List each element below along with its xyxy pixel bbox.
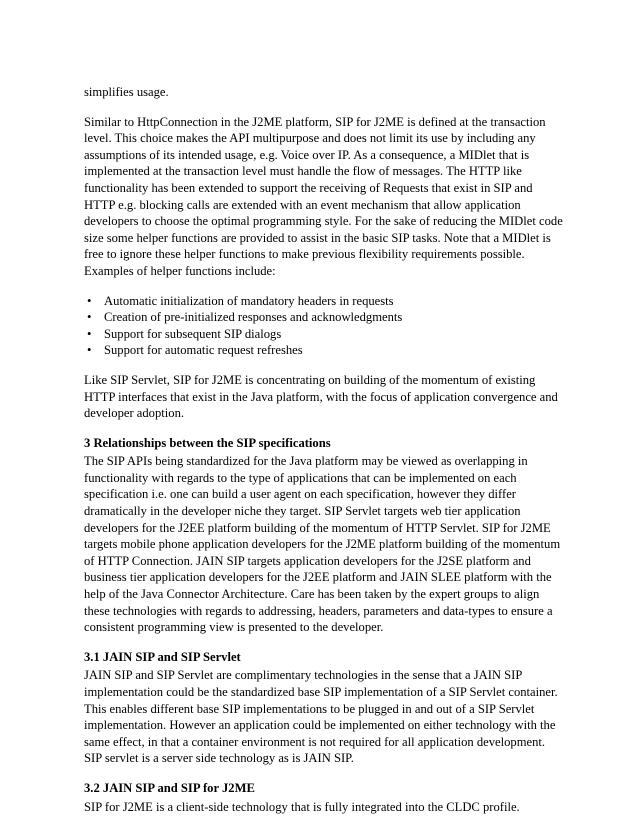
bullet-icon: • <box>87 310 92 325</box>
helper-functions-list <box>84 293 564 359</box>
list-item <box>84 342 564 359</box>
list-item-text: Support for automatic request refreshes <box>104 343 303 358</box>
paragraph-sip-servlet-comparison: Like SIP Servlet, SIP for J2ME is concentrating on building of the momentum of existing HTTP interfaces that exist in the Java platform, with the focus of application convergence and developer adoption. <box>84 372 558 421</box>
section-heading-3-1: 3.1 JAIN SIP and SIP Servlet <box>84 649 241 664</box>
list-item-text: Support for subsequent SIP dialogs <box>104 326 282 341</box>
section-heading-3: 3 Relationships between the SIP specifications <box>84 435 331 450</box>
bullet-icon: • <box>87 326 92 341</box>
paragraph-jain-sip-j2me: SIP for J2ME is a client-side technology that is fully integrated into the CLDC profile. <box>84 799 520 814</box>
list-item <box>84 293 564 310</box>
list-item-text: Creation of pre-initialized responses and acknowledgments <box>104 310 403 325</box>
paragraph-jain-sip-servlet: JAIN SIP and SIP Servlet are complimentary technologies in the sense that a JAIN SIP implementation could be the standardized base SIP implementation of a SIP Servlet container. This enables different base SIP implementations to be plugged in and out of a SIP Servlet implementation. However an application could be implemented on either technology with the same effect, in that a container environment is not required for all application development. SIP servlet is a server side technology as is JAIN SIP. <box>84 668 558 766</box>
bullet-icon: • <box>87 293 92 308</box>
list-item-text: Automatic initialization of mandatory headers in requests <box>104 293 394 308</box>
section-heading-3-2: 3.2 JAIN SIP and SIP for J2ME <box>84 780 255 795</box>
bullet-icon: • <box>87 343 92 358</box>
list-item <box>84 326 564 343</box>
document-page <box>84 84 564 828</box>
paragraph-sip-j2me-transaction-level: Similar to HttpConnection in the J2ME platform, SIP for J2ME is defined at the transaction level. This choice makes the API multipurpose and does not limit its use by including any assumptions of its intended usage, e.g. Voice over IP. As a consequence, a MIDlet that is implemented at the transaction level must handle the flow of messages. The HTTP like functionality has been extended to support the receiving of Requests that exist in SIP and HTTP e.g. blocking calls are extended with an event mechanism that allow application developers to choose the optimal programming style. For the sake of reducing the MIDlet code size some helper functions are provided to assist in the basic SIP tasks. Note that a MIDlet is free to ignore these helper functions to make previous flexibility requirements possible. Examples of helper functions include: <box>84 114 563 278</box>
paragraph-continuation: simplifies usage. <box>84 85 169 99</box>
list-item <box>84 309 564 326</box>
paragraph-relationships: The SIP APIs being standardized for the Java platform may be viewed as overlapping in functionality with regards to the type of applications that can be implemented on each specification i.e. one can build a user agent on each specification, however they differ dramatically in the developer niche they target. SIP Servlet targets web tier application developers for the J2EE platform building of the momentum of HTTP Servlet. SIP for J2ME targets mobile phone application developers for the J2ME platform building of the momentum of HTTP Connection. JAIN SIP targets application developers for the J2SE platform and business tier application developers for the J2EE platform and JAIN SLEE platform with the help of the Java Connector Architecture. Care has been taken by the expert groups to align these technologies with regards to addressing, headers, parameters and data-types to ensure a consistent programming view is presented to the developer. <box>84 454 561 635</box>
